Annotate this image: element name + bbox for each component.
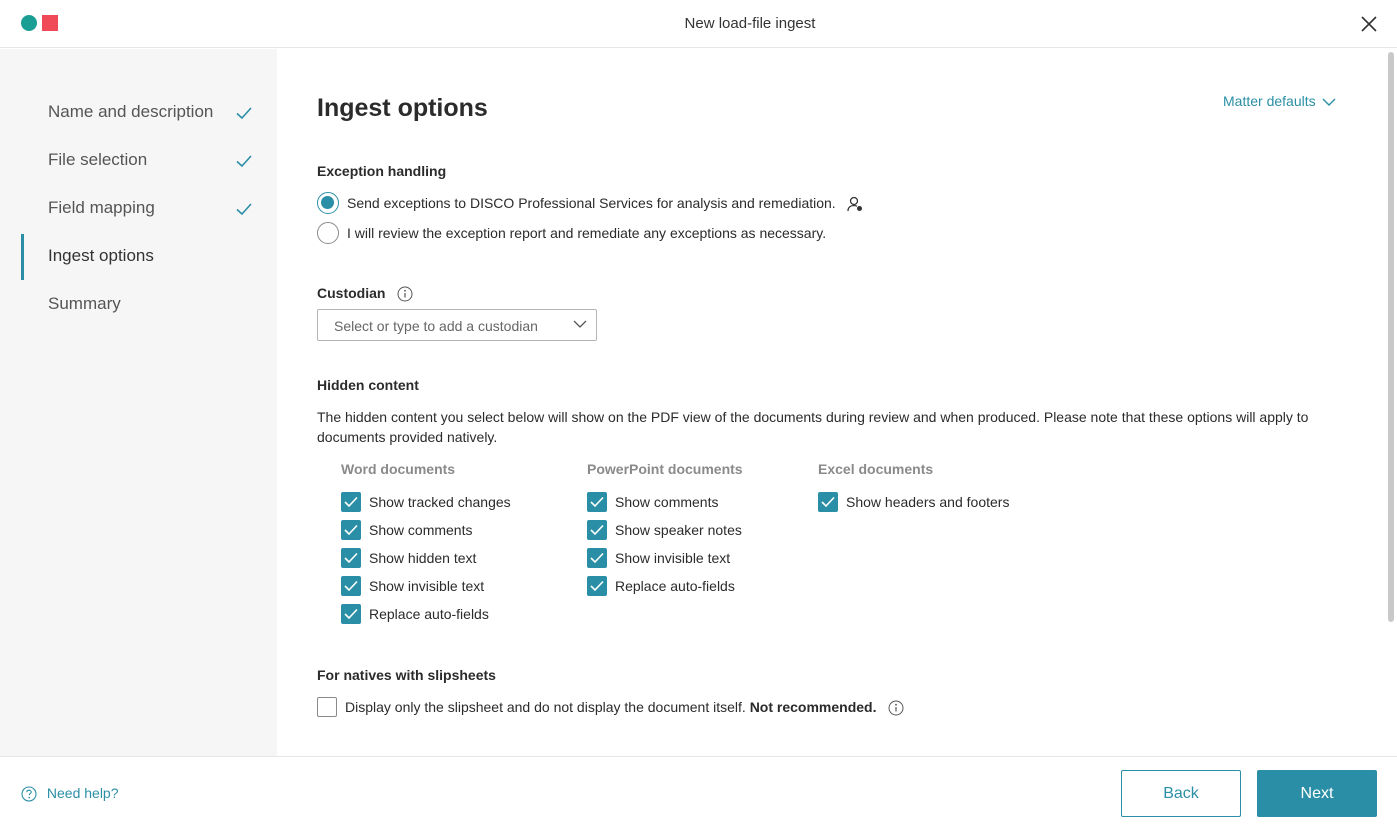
- footer: [0, 756, 1397, 824]
- chevron-down-icon: [1322, 97, 1336, 107]
- step-label: Ingest options: [48, 246, 154, 265]
- checkbox-label: Show comments: [615, 494, 719, 510]
- checkmark-icon: [235, 200, 253, 218]
- checkbox[interactable]: [341, 604, 361, 624]
- step-label: Name and description: [48, 102, 214, 121]
- custodian-placeholder: Select or type to add a custodian: [334, 318, 538, 334]
- close-button[interactable]: [1357, 12, 1381, 36]
- slipsheets-heading: For natives with slipsheets: [317, 667, 496, 683]
- page-title: Ingest options: [317, 94, 488, 122]
- window-title: New load-file ingest: [684, 15, 816, 32]
- check-icon: [590, 580, 604, 592]
- checkbox-label: Replace auto-fields: [615, 578, 735, 594]
- matter-defaults-dropdown[interactable]: [1223, 93, 1336, 109]
- next-button[interactable]: Next: [1257, 770, 1377, 817]
- checkbox[interactable]: [818, 492, 838, 512]
- matter-defaults-label: Matter defaults: [1223, 93, 1316, 109]
- checkbox[interactable]: [341, 520, 361, 540]
- scrollbar-thumb[interactable]: [1388, 52, 1394, 622]
- title-bar: [0, 0, 1397, 48]
- radio-label: [347, 195, 864, 213]
- step-summary[interactable]: [21, 282, 277, 328]
- checkbox[interactable]: [341, 492, 361, 512]
- info-icon[interactable]: [888, 700, 904, 716]
- check-icon: [344, 552, 358, 564]
- checkbox-label: Replace auto-fields: [369, 606, 489, 622]
- custodian-heading-text: Custodian: [317, 285, 386, 301]
- checkbox-label: Show invisible text: [615, 550, 731, 566]
- wizard-sidebar: [0, 49, 277, 756]
- user-settings-icon: [846, 195, 864, 213]
- active-step-indicator: [21, 234, 24, 280]
- checkbox-label: Show headers and footers: [846, 494, 1010, 510]
- check-icon: [344, 608, 358, 620]
- radio-button[interactable]: [317, 192, 339, 214]
- checkbox[interactable]: [587, 492, 607, 512]
- slipsheet-option-text: Display only the slipsheet and do not display the document itself.: [345, 699, 746, 715]
- radio-label-text: Send exceptions to DISCO Professional Services for analysis and remediation.: [347, 195, 836, 211]
- need-help-link[interactable]: [21, 785, 119, 802]
- powerpoint-documents-heading: PowerPoint documents: [587, 461, 743, 477]
- checkbox-label: Show invisible text: [369, 578, 485, 594]
- step-name-and-description[interactable]: [21, 90, 277, 136]
- main-content: [277, 49, 1387, 756]
- checkbox-label: Show tracked changes: [369, 494, 511, 510]
- check-icon: [344, 580, 358, 592]
- check-icon: [590, 524, 604, 536]
- checkbox[interactable]: [341, 576, 361, 596]
- close-icon: [1357, 12, 1381, 36]
- exception-handling-heading: Exception handling: [317, 163, 447, 179]
- step-file-selection[interactable]: [21, 138, 277, 184]
- checkbox[interactable]: [587, 576, 607, 596]
- step-field-mapping[interactable]: [21, 186, 277, 232]
- back-button[interactable]: Back: [1121, 770, 1241, 817]
- hidden-content-heading: Hidden content: [317, 377, 419, 393]
- step-ingest-options[interactable]: [21, 234, 277, 280]
- custodian-select[interactable]: [317, 309, 597, 341]
- step-label: Summary: [48, 294, 121, 313]
- word-documents-heading: Word documents: [341, 461, 456, 477]
- custodian-heading: [317, 285, 413, 302]
- chevron-down-icon: [573, 319, 587, 329]
- help-icon: [21, 786, 37, 802]
- checkmark-icon: [235, 152, 253, 170]
- checkbox[interactable]: [587, 520, 607, 540]
- step-label: File selection: [48, 150, 148, 169]
- checkmark-icon: [235, 104, 253, 122]
- checkbox[interactable]: [587, 548, 607, 568]
- checkbox[interactable]: [317, 697, 337, 717]
- checkbox-label: Show comments: [369, 522, 473, 538]
- checkbox[interactable]: [341, 548, 361, 568]
- radio-button[interactable]: [317, 222, 339, 244]
- step-label: Field mapping: [48, 198, 155, 217]
- check-icon: [590, 496, 604, 508]
- info-icon[interactable]: [397, 286, 413, 302]
- check-icon: [590, 552, 604, 564]
- excel-documents-heading: Excel documents: [818, 461, 934, 477]
- slipsheet-option-label: [345, 699, 904, 716]
- not-recommended-warning: Not recommended.: [749, 699, 877, 715]
- radio-label: I will review the exception report and remediate any exceptions as necessary.: [347, 225, 827, 241]
- need-help-label: Need help?: [46, 785, 119, 801]
- checkbox-label: Show speaker notes: [615, 522, 742, 538]
- check-icon: [344, 524, 358, 536]
- check-icon: [344, 496, 358, 508]
- checkbox-label: Show hidden text: [369, 550, 477, 566]
- hidden-content-description: The hidden content you select below will show on the PDF view of the documents during review and when produced. Please note that these options will apply to documents provided natively.: [317, 409, 1309, 445]
- check-icon: [821, 496, 835, 508]
